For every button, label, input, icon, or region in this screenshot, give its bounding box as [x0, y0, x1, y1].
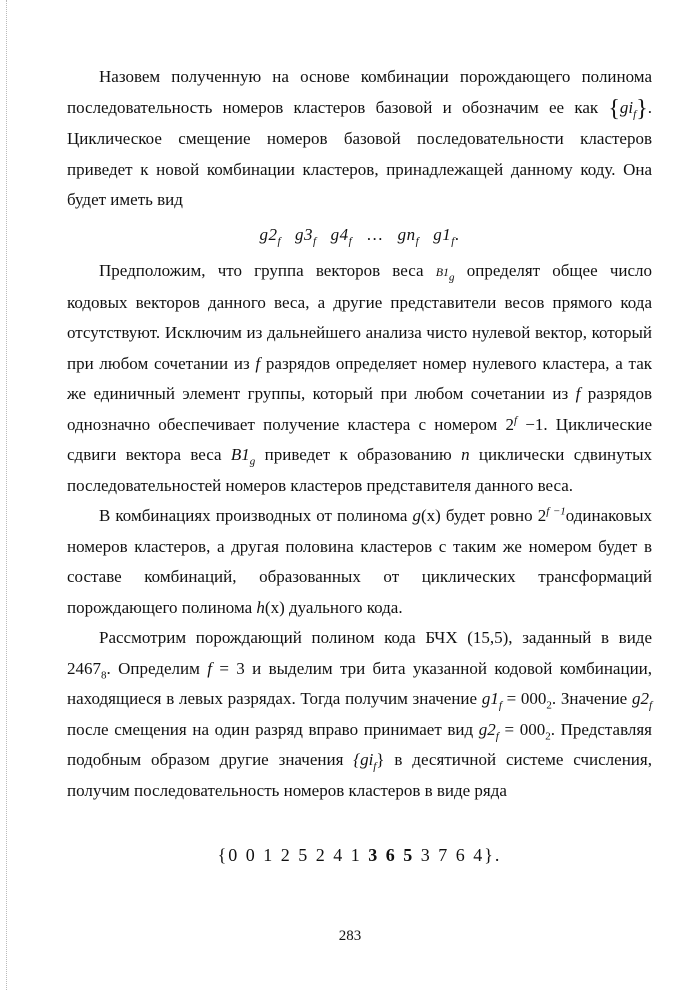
series-highlight: 3 6 5	[368, 845, 415, 865]
paragraph-2: Предположим, что группа векторов веса $B1_g$ определят общее число кодовых векторов данного веса, а другие представители весов прямого кода отсутствуют. Исключим из дальнейшего анализа чисто нулевой вектор, который при любом сочетании из f разрядов определяет номер нулевого кластера, а так же единичный элемент группы, который при любом сочетании из f разрядов однозначно обеспечивает получение кластера с номером $2^f -1$. Циклические сдвиги вектора веса $B1_g$ приведет к образованию n циклически сдвинутых последовательностей номеров кластеров представителя данного веса.	[67, 261, 653, 495]
paragraph-1: Назовем полученную на основе комбинации порождающего полинома последовательность номеров кластеров базовой и обозначим ее как $\{gi_f\}$. Циклическое смещение номеров базовой последовательности кластеров приведет к новой комбинации кластеров, принадлежащей данному коду. Она будет иметь вид	[67, 67, 652, 209]
paragraph-3: В комбинациях производных от полинома g(x) будет ровно $2^{f -1}одинаковых$ номеров кластеров, а другая половина кластеров с таким же номером будет в составе комбинаций, образованных от циклических трансформаций порождающего полинома h(x) дуального кода.	[67, 505, 652, 617]
cluster-number-series: {0 0 1 2 5 2 4 1 3 6 5 3 7 6 4}.	[217, 845, 502, 865]
page-edge-line	[6, 0, 7, 990]
page-number: 283	[338, 928, 362, 944]
page-body	[67, 62, 652, 871]
paragraph-4: Рассмотрим порождающий полином кода БЧХ (15,5), заданный в виде $2467_8$. Определим f = 3 и выделим три бита указанной кодовой комбинации, находящиеся в левых разрядах. Тогда получим значение $g1_f = 000_2$. Значение $g2_f$ после смещения на один разряд вправо принимает вид $g2_f = 000_2$. Представляя подобным образом другие значения $\{gi_f\}$ в десятичной системе счисления, получим последовательность номеров кластеров в виде ряда	[67, 628, 653, 800]
cluster-sequence-formula: $g2_f$ $g3_f$ $g4_f$ … $gn_f$ $g1_f$.	[259, 224, 460, 247]
